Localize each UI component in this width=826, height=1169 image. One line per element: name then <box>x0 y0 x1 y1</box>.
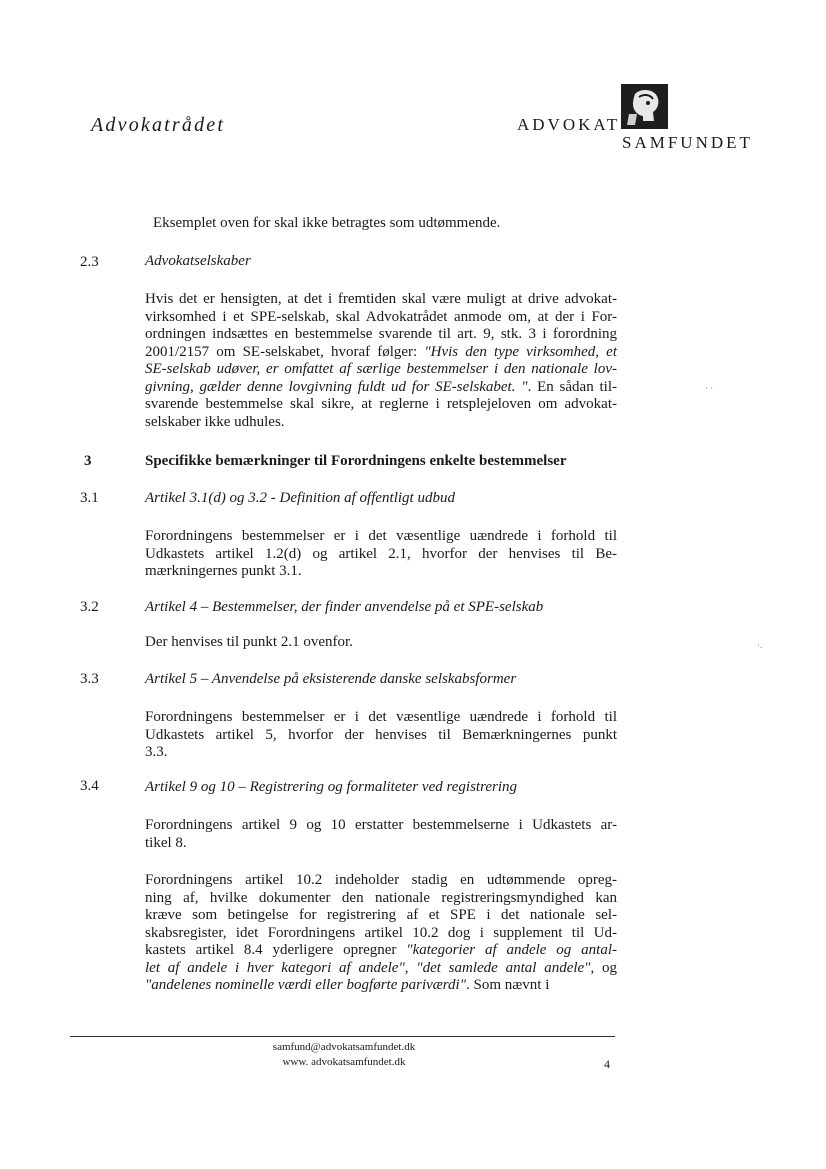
section-number: 3.1 <box>80 490 99 506</box>
paragraph-line: ning af, hvilke dokumenter den nationale registreringsmyndighed kan <box>145 889 617 906</box>
paragraph-line: Forordningens bestemmelser er i det væsentlige uændrede i forhold til <box>145 528 617 544</box>
logo-text-advokat: ADVOKAT <box>517 115 621 134</box>
paragraph-line: kastets artikel 8.4 yderligere opregner "kategorier af andele og antal- <box>145 942 617 958</box>
scan-speck: · · <box>705 383 714 393</box>
paragraph-line: 3.3. <box>145 744 168 760</box>
paragraph-line: "andelenes nominelle værdi eller bogførte pariværdi". Som nævnt i <box>145 977 550 993</box>
paragraph-line: givning, gælder denne lovgivning fuldt ud for SE-selskabet. ". En sådan til- <box>145 378 617 395</box>
page-number: 4 <box>604 1057 610 1071</box>
header-title: Advokatrådet <box>91 114 226 136</box>
paragraph-line: let af andele i hver kategori af andele", "det samlede antal andele", og <box>145 959 617 976</box>
paragraph-line: svarende bestemmelse skal sikre, at reglerne i retsplejeloven om advokat- <box>145 396 617 412</box>
paragraph-line: tikel 8. <box>145 834 187 851</box>
section-heading: Artikel 4 – Bestemmelser, der finder anvendelse på et SPE-selskab <box>145 599 544 615</box>
section-heading: Advokatselskaber <box>145 253 251 269</box>
section-paragraph <box>145 817 617 852</box>
paragraph-line: kræve som betingelse for registrering af et SPE i det nationale sel- <box>145 907 617 923</box>
section-number: 2.3 <box>80 254 99 270</box>
paragraph-line: Udkastets artikel 1.2(d) og artikel 2.1, hvorfor der henvises til Be- <box>145 545 617 562</box>
paragraph-line: Hvis det er hensigten, at det i fremtiden skal være muligt at drive advokat- <box>145 291 617 307</box>
section-heading: Artikel 5 – Anvendelse på eksisterende danske selskabsformer <box>145 671 517 687</box>
section-paragraph <box>145 709 617 762</box>
paragraph-line: skabsregister, idet Forordningens artikel 10.2 dog i supplement til Ud- <box>145 924 617 941</box>
section-heading: Artikel 9 og 10 – Registrering og formaliteter ved registrering <box>145 779 518 795</box>
paragraph-line: mærkningernes punkt 3.1. <box>145 563 302 579</box>
section-number: 3.4 <box>80 778 99 794</box>
section-paragraph <box>145 872 617 995</box>
section-number: 3.3 <box>80 671 99 687</box>
scan-speck: ·. <box>757 640 763 650</box>
footer-website: www. advokatsamfundet.dk <box>282 1056 406 1068</box>
logo-text-samfundet: SAMFUNDET <box>622 133 753 152</box>
paragraph-line: ordningen indsættes en bestemmelse svarende til art. 9, stk. 3 i forordning <box>145 326 617 342</box>
section-number: 3 <box>84 453 92 469</box>
footer-email: samfund@advokatsamfundet.dk <box>272 1041 416 1053</box>
section-number: 3.2 <box>80 599 99 615</box>
paragraph-line: Forordningens bestemmelser er i det væsentlige uændrede i forhold til <box>145 709 617 725</box>
advokatsamfundet-logo-icon <box>621 84 668 129</box>
intro-text: Eksemplet oven for skal ikke betragtes som udtømmende. <box>153 215 501 231</box>
paragraph-line: SE-selskab udøver, er omfattet af særlige bestemmelser i den nationale lov- <box>145 361 617 377</box>
paragraph-line: selskaber ikke udhules. <box>145 413 285 430</box>
section-paragraph <box>145 291 617 431</box>
paragraph-line: Forordningens artikel 9 og 10 erstatter bestemmelserne i Udkastets ar- <box>145 817 617 833</box>
section-heading: Specifikke bemærkninger til Forordningens enkelte bestemmelser <box>145 453 567 469</box>
paragraph-line: Udkastets artikel 5, hvorfor der henvises til Bemærkningernes punkt <box>145 726 617 743</box>
paragraph-line: Der henvises til punkt 2.1 ovenfor. <box>145 634 353 650</box>
section-paragraph <box>145 528 617 581</box>
paragraph-line: virksomhed i et SPE-selskab, skal Advokatrådet anmode om, at der i For- <box>145 308 617 325</box>
footer-divider <box>70 1036 615 1037</box>
section-heading: Artikel 3.1(d) og 3.2 - Definition af offentligt udbud <box>145 490 455 506</box>
paragraph-line: Forordningens artikel 10.2 indeholder stadig en udtømmende opreg- <box>145 872 617 888</box>
paragraph-line: 2001/2157 om SE-selskabet, hvoraf følger: "Hvis den type virksomhed, et <box>145 343 617 360</box>
section-paragraph <box>145 634 617 652</box>
